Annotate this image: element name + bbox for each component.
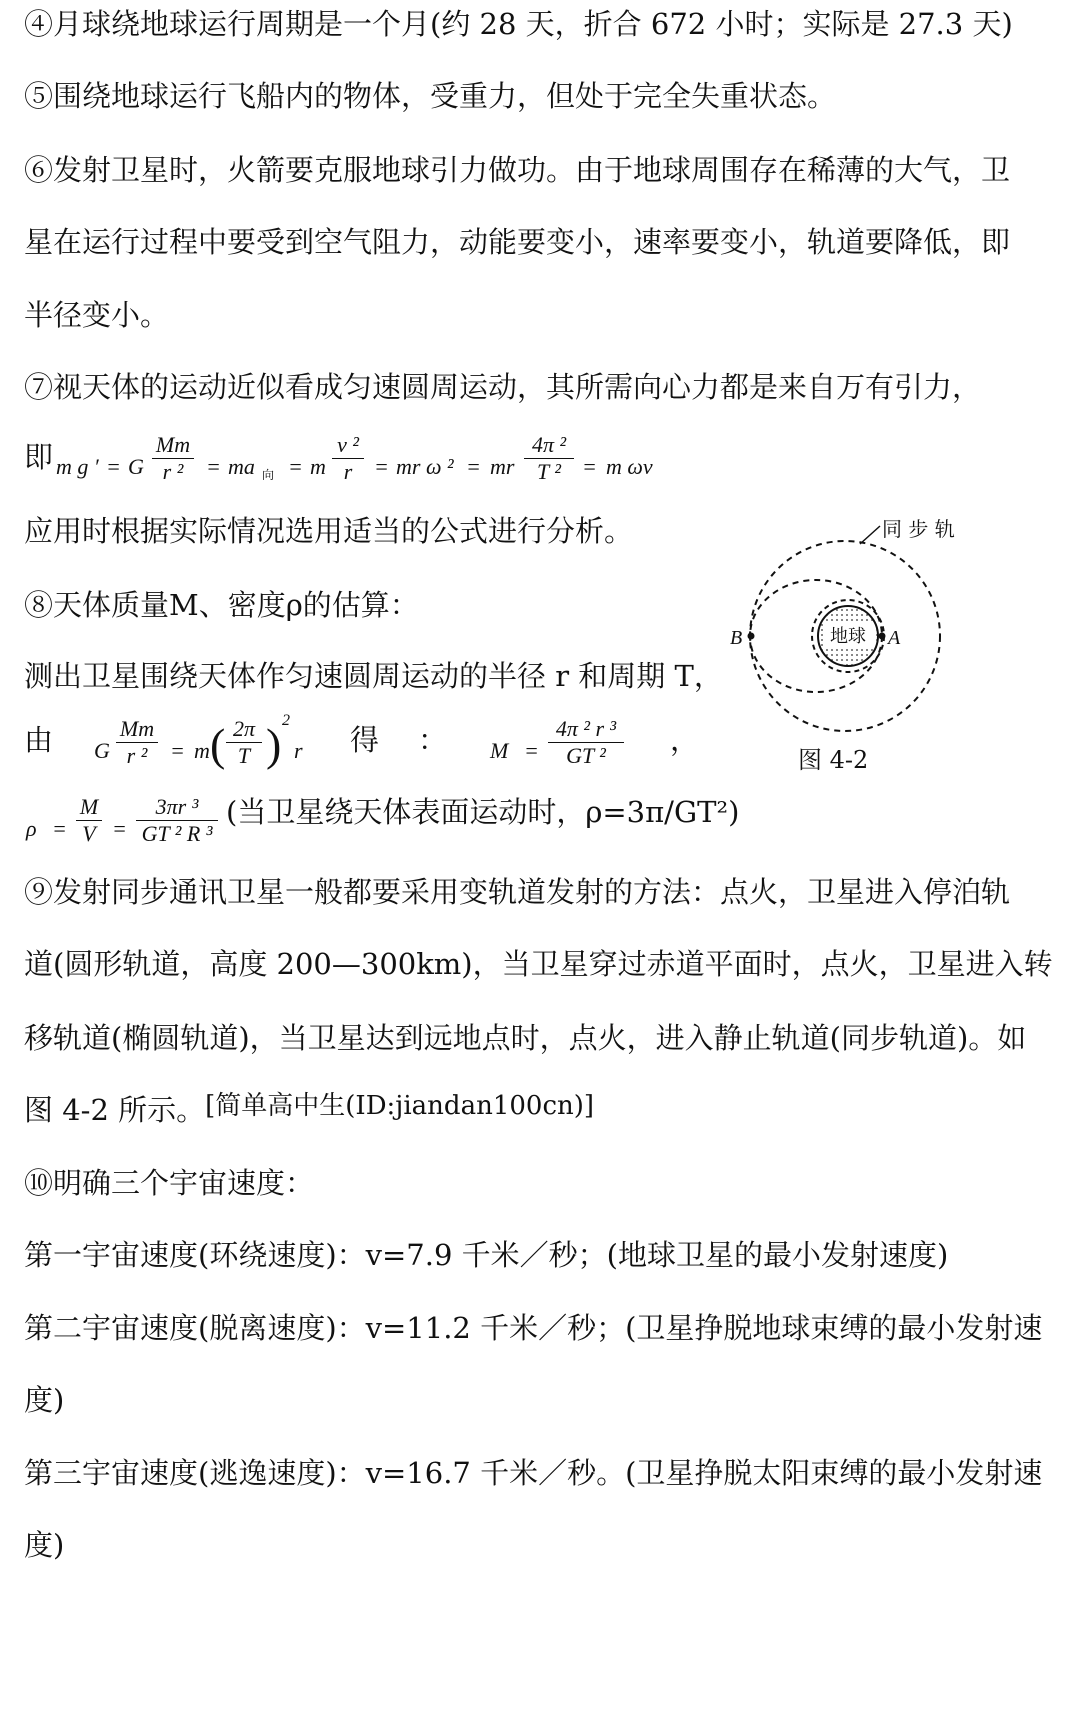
eq1-f2-den: r (343, 459, 353, 484)
eq1-ma: ma (228, 454, 255, 479)
eq2-f2-den: T (237, 743, 251, 768)
eq3-fraction (546, 716, 626, 769)
eq4-f1-den: V (82, 821, 96, 846)
orbit-label-leader (860, 526, 880, 544)
text-line-launch-1: ⑥发射卫星时，火箭要克服地球引力做功。由于地球周围存在稀薄的大气，卫 (24, 153, 1011, 187)
eq1-mwv: m ωv (606, 454, 653, 479)
eq1-equals: = (288, 454, 303, 479)
eq1-f2-num: v ² (337, 432, 359, 457)
eq1-equals: = (374, 454, 389, 479)
eq1-fraction-mm-r2 (150, 432, 196, 485)
text-colon: ： (418, 723, 448, 757)
eq2-r: r (294, 738, 303, 763)
eq4-fraction-3pi (134, 794, 220, 847)
eq3-M: M (490, 738, 509, 763)
point-a-label: A (888, 627, 901, 649)
text-line-circular-motion: ⑦视天体的运动近似看成匀速圆周运动，其所需向心力都是来自万有引力， (24, 370, 982, 404)
text-line-weightlessness: ⑤围绕地球运行飞船内的物体，受重力，但处于完全失重状态。 (24, 79, 837, 113)
eq2-m: m (194, 738, 210, 763)
eq2-G: G (94, 738, 110, 763)
text-line-transfer-3: 移轨道(椭圆轨道)，当卫星达到远地点时，点火，进入静止轨道(同步轨道)。如 (24, 1021, 1027, 1055)
eq1-sub-centripetal: 向 (262, 468, 275, 482)
text-de: 得 (350, 723, 380, 757)
eq2-fraction-mm-r2 (114, 716, 160, 769)
text-line-launch-2: 星在运行过程中要受到空气阻力，动能要变小，速率要变小，轨道要降低，即 (24, 225, 1011, 259)
eq1-equals: = (106, 454, 121, 479)
eq3-equals: = (524, 738, 539, 763)
eq4-f1-num: M (79, 794, 99, 819)
eq1-f3-num: 4π ² (531, 432, 567, 457)
text-line-ji: 即 (24, 440, 54, 474)
eq2-fraction-2pi-T (224, 716, 264, 769)
eq1-equals: = (582, 454, 597, 479)
eq1-fraction-v2-r (330, 432, 366, 485)
orbit-label: 同 步 轨 (882, 518, 955, 541)
eq3-f-den: GT ² (566, 743, 606, 768)
eq3-f-num: 4π ² r ³ (555, 716, 617, 741)
eq1-equals: = (466, 454, 481, 479)
text-figure-ref: 图 4-2 所示。 (24, 1093, 206, 1127)
text-line-third-speed-cont: 度) (24, 1528, 65, 1562)
point-b-label: B (730, 627, 743, 649)
orbit-diagram (720, 518, 1020, 738)
text-line-measure-rT: 测出卫星围绕天体作匀速圆周运动的半径 r 和周期 T， (24, 659, 723, 693)
eq2-f1-den: r ² (126, 743, 148, 768)
eq2-equals: = (170, 738, 185, 763)
text-line-transfer-4 (24, 1090, 594, 1132)
text-line-transfer-1: ⑨发射同步通讯卫星一般都要采用变轨道发射的方法：点火，卫星进入停泊轨 (24, 875, 1011, 909)
text-line-transfer-2: 道(圆形轨道，高度 200—300km)，当卫星穿过赤道平面时，点火，卫星进入转 (24, 947, 1053, 981)
eq4-equals: = (52, 816, 67, 841)
eq1-mrw2: mr ω ² (396, 454, 454, 479)
eq2-right-paren: ) (266, 719, 282, 770)
eq4-f2-num: 3πr ³ (155, 794, 199, 819)
text-line-second-speed-cont: 度) (24, 1383, 65, 1417)
eq4-f2-den: GT ² R ³ (141, 821, 213, 846)
eq1-f1-den: r ² (162, 459, 184, 484)
point-b-dot (748, 633, 755, 640)
earth-label: 地球 (830, 626, 866, 647)
figure-orbits (720, 518, 1020, 774)
eq2-exponent: 2 (282, 712, 290, 729)
text-line-first-speed: 第一宇宙速度(环绕速度)：v=7.9 千米／秒；(地球卫星的最小发射速度) (24, 1238, 949, 1272)
text-density-note: (当卫星绕天体表面运动时，ρ=3π/GT²) (226, 795, 740, 829)
eq1-G: G (128, 454, 144, 479)
text-line-launch-3: 半径变小。 (24, 298, 170, 332)
eq4-equals: = (112, 816, 127, 841)
text-line-third-speed: 第三宇宙速度(逃逸速度)：v=16.7 千米／秒。(卫星挣脱太阳束缚的最小发射速 (24, 1456, 1043, 1490)
text-line-cosmic-speeds: ⑩明确三个宇宙速度： (24, 1166, 315, 1200)
eq4-fraction-M-V (74, 794, 104, 847)
text-line-second-speed: 第二宇宙速度(脱离速度)：v=11.2 千米／秒；(卫星挣脱地球束缚的最小发射速 (24, 1311, 1043, 1345)
text-line-you: 由 (24, 723, 54, 757)
text-line-apply-formula: 应用时根据实际情况选用适当的公式进行分析。 (24, 514, 634, 548)
eq1-f3-den: T ² (537, 459, 561, 484)
text-line-mass-density: ⑧天体质量M、密度ρ的估算： (24, 588, 419, 622)
eq4-rho: ρ (26, 816, 37, 841)
text-source-id: [简单高中生(ID:jiandan100cn)] (205, 1091, 595, 1121)
point-a-dot (879, 633, 886, 640)
eq1-m: m (310, 454, 326, 479)
text-line-moon-period: ④月球绕地球运行周期是一个月(约 28 天，折合 672 小时；实际是 27.3 天) (24, 7, 1013, 41)
eq2-f2-num: 2π (232, 716, 256, 741)
eq1-mr: mr (490, 454, 515, 479)
eq2-left-paren: ( (210, 719, 226, 770)
eq1-fraction-4pi2-t2 (522, 432, 576, 485)
text-comma: ， (670, 723, 700, 757)
eq1-equals: = (206, 454, 221, 479)
eq1-f1-num: Mm (155, 432, 191, 457)
eq2-f1-num: Mm (119, 716, 155, 741)
figure-caption: 图 4-2 (798, 746, 869, 774)
eq1-mg: m g ′ (56, 454, 99, 479)
